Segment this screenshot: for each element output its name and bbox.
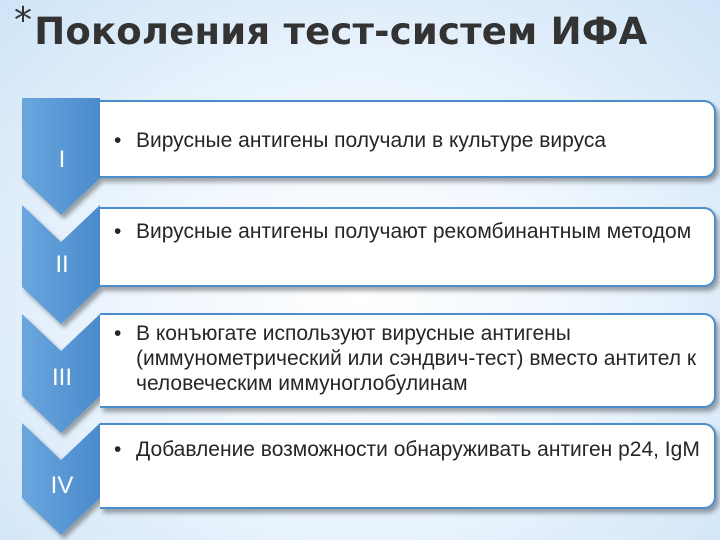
generation-box-4 <box>100 423 716 509</box>
generation-item-3 <box>114 321 702 396</box>
title-text: Поколения тест-систем ИФА <box>34 10 648 53</box>
generation-text-2: Вирусные антигены получают рекомбинантным методом <box>136 220 692 243</box>
bullet: • <box>114 129 122 152</box>
generation-item-2 <box>114 219 702 244</box>
generation-numeral-3: III <box>51 364 72 391</box>
generation-box-1 <box>100 100 716 178</box>
bullet: • <box>114 438 122 461</box>
title-asterisk: * <box>14 0 33 41</box>
generation-item-4 <box>114 437 702 462</box>
generation-text-1: Вирусные антигены получали в культуре вируса <box>136 129 607 152</box>
generation-numeral-2: II <box>55 251 69 278</box>
generation-text-3: В конъюгате используют вирусные антигены (иммунометрический или сэндвич-тест) вместо антител к человеческим иммуноглобулинам <box>136 322 697 395</box>
generation-item-1 <box>114 128 702 153</box>
bullet: • <box>114 322 122 345</box>
generation-text-4: Добавление возможности обнаруживать антиген р24, IgM <box>136 438 700 461</box>
generation-box-2 <box>100 207 716 287</box>
bullet: • <box>114 220 122 243</box>
generation-numeral-1: I <box>58 146 66 173</box>
generation-numeral-4: IV <box>50 472 74 499</box>
generation-box-3 <box>100 313 716 408</box>
